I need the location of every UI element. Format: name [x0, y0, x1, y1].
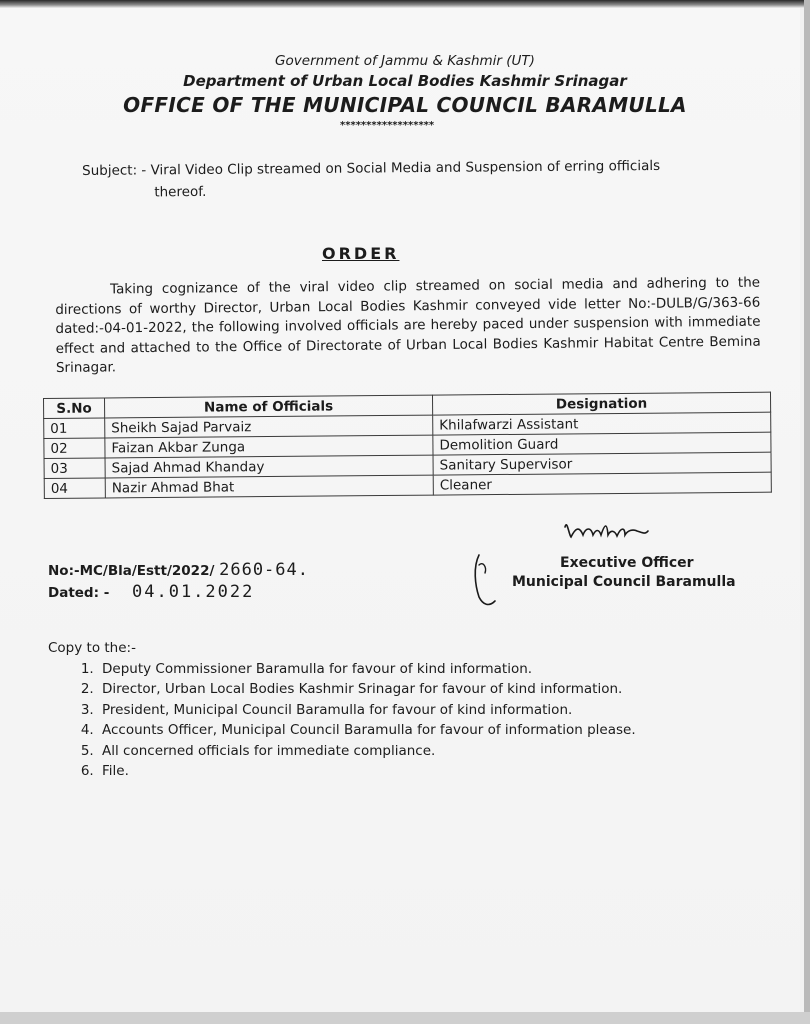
cell-designation: Sanitary Supervisor	[433, 452, 771, 475]
copy-to-section	[48, 638, 636, 782]
cell-name: Sheikh Sajad Parvaiz	[105, 415, 433, 438]
scan-bottom-edge	[0, 1012, 810, 1024]
list-item: 1. Deputy Commissioner Baramulla for favour of kind information.	[98, 659, 636, 680]
header-stars: ******************	[340, 120, 435, 131]
reference-number	[48, 560, 309, 580]
government-line: Government of Jammu & Kashmir (UT)	[275, 53, 535, 69]
reference-number-handwritten: 2660-64.	[219, 560, 309, 580]
officials-table	[43, 392, 772, 499]
cell-designation: Demolition Guard	[433, 432, 771, 455]
reference-number-label: No:-MC/Bla/Estt/2022/	[48, 563, 215, 579]
reference-date-label: Dated: -	[48, 585, 110, 601]
col-header-sno: S.No	[44, 398, 105, 419]
cell-designation: Cleaner	[433, 472, 771, 495]
cell-name: Nazir Ahmad Bhat	[105, 475, 433, 498]
signatory-title: Executive Officer	[560, 555, 694, 571]
subject-line-2: thereof.	[154, 183, 207, 201]
copy-to-list	[48, 659, 636, 782]
scan-right-edge	[804, 0, 810, 1024]
list-item: 6. File.	[98, 761, 636, 782]
cell-sno: 01	[44, 418, 105, 439]
reference-date	[48, 582, 254, 602]
cell-designation: Khilafwarzi Assistant	[433, 412, 771, 435]
office-title: OFFICE OF THE MUNICIPAL COUNCIL BARAMULLA	[123, 93, 687, 117]
list-item: 2. Director, Urban Local Bodies Kashmir Srinagar for favour of kind information.	[98, 679, 636, 700]
department-line: Department of Urban Local Bodies Kashmir Srinagar	[183, 72, 627, 90]
col-header-designation: Designation	[432, 392, 770, 415]
subject-block	[82, 154, 732, 204]
cell-name: Sajad Ahmad Khanday	[105, 455, 433, 478]
list-item: 5. All concerned officials for immediate compliance.	[98, 741, 636, 762]
order-paragraph-text: Taking cognizance of the viral video clip streamed on social media and adhering to the directions of worthy Director, Urban Local Bodies Kashmir conveyed vide letter No:-DULB/G/363-66 dated:-04-01-2022, the following involved officials are hereby paced under suspension with immediate effect and attached to the Office of Directorate of Urban Local Bodies Kashmir Habitat Centre Bemina Srinagar.	[55, 274, 761, 376]
order-paragraph	[55, 274, 761, 379]
list-item: 4. Accounts Officer, Municipal Council Baramulla for favour of information please.	[98, 720, 636, 741]
scan-top-edge	[0, 0, 810, 8]
signatory-organization: Municipal Council Baramulla	[512, 574, 736, 590]
subject-line-1: Subject: - Viral Video Clip streamed on Social Media and Suspension of erring officials	[82, 157, 661, 179]
list-item: 3. President, Municipal Council Baramulla for favour of kind information.	[98, 700, 636, 721]
cell-sno: 03	[44, 458, 105, 479]
reference-date-handwritten: 04.01.2022	[132, 582, 255, 602]
copy-to-label: Copy to the:-	[48, 640, 136, 656]
cell-name: Faizan Akbar Zunga	[105, 435, 433, 458]
cell-sno: 02	[44, 438, 105, 459]
cell-sno: 04	[44, 478, 105, 499]
col-header-name: Name of Officials	[105, 395, 433, 418]
order-heading: ORDER	[322, 244, 400, 263]
